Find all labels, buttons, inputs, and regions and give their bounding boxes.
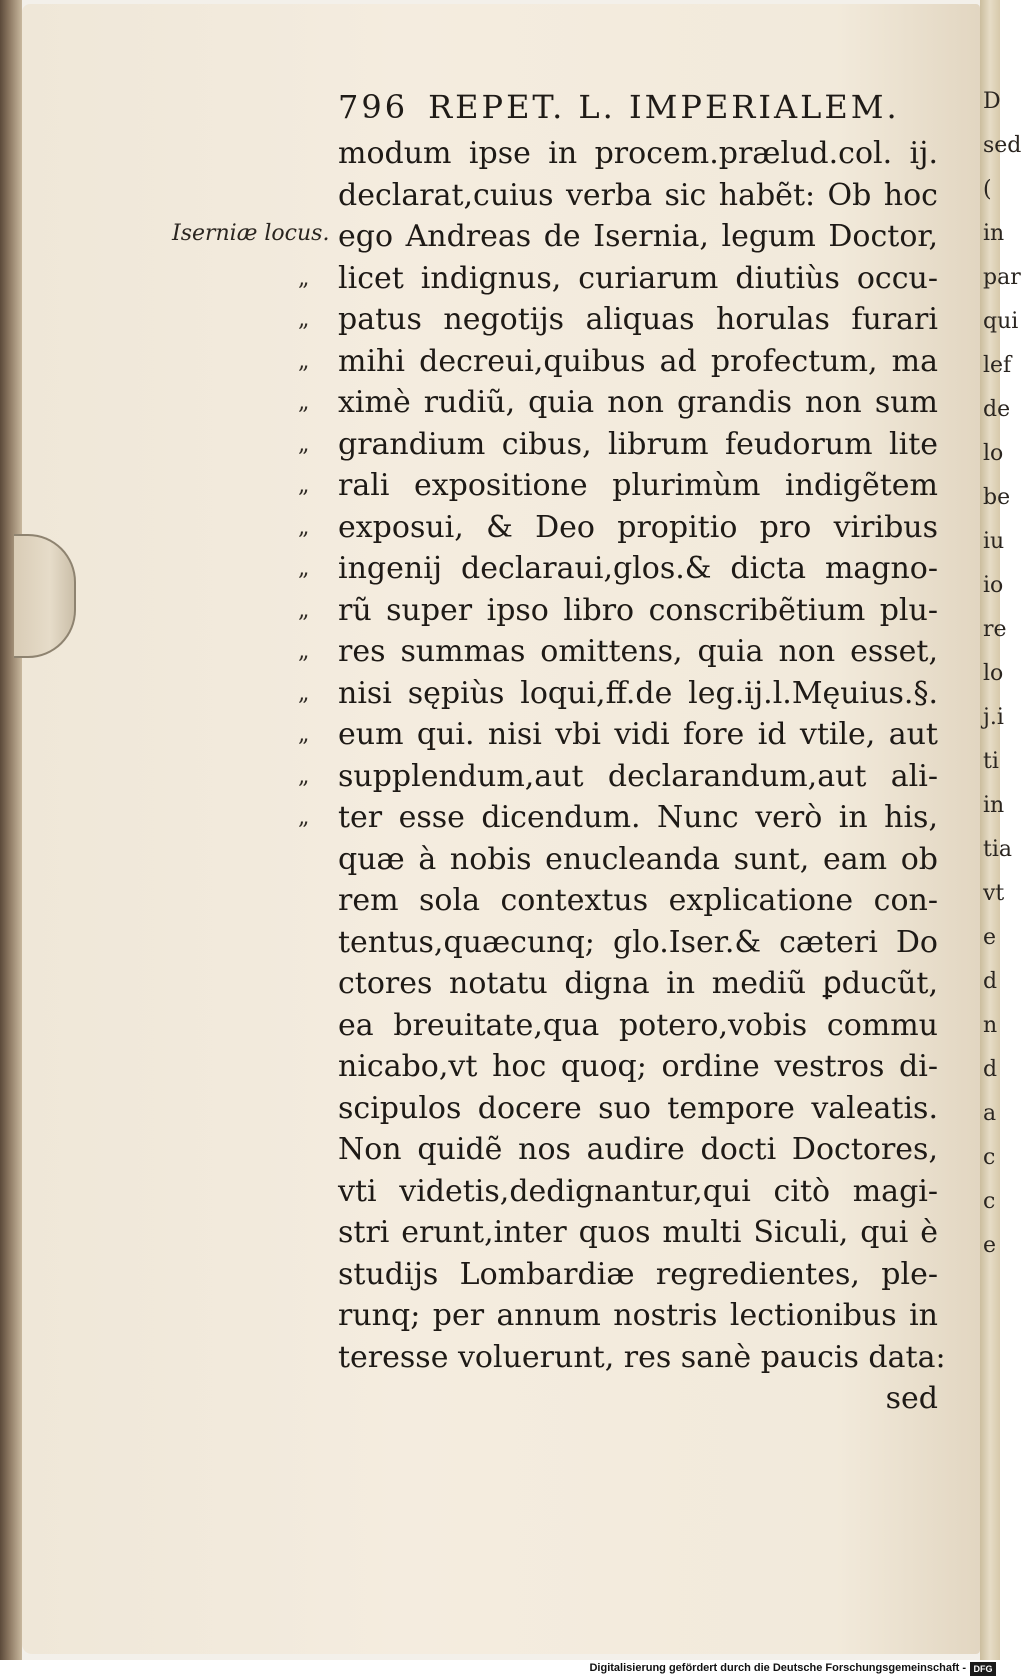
running-header [338, 88, 908, 130]
facing-page-fragment: D [983, 89, 1001, 114]
facing-page-fragment: c [983, 1145, 996, 1170]
quotation-mark: „ [298, 805, 310, 830]
text-line: tentus,quæcunq; glo.Iser.& cæteri Do [338, 924, 938, 960]
facing-page-fragment: re [983, 617, 1007, 642]
quotation-mark: „ [298, 722, 310, 747]
text-line: ego Andreas de Isernia, legum Doctor, [338, 219, 938, 254]
text-line: stri erunt,inter quos multi Siculi, qui è [338, 1215, 938, 1250]
facing-page-fragment: d [983, 969, 998, 994]
facing-page-fragment: qui [983, 309, 1019, 334]
facing-page-fragment: c [983, 1189, 996, 1214]
text-line [298, 382, 938, 424]
facing-page-fragment: lo [983, 441, 1004, 466]
quotation-mark: „ [298, 763, 310, 789]
facing-page-fragment: io [983, 573, 1004, 598]
facing-page-fragment: n [983, 1013, 998, 1038]
facing-page-fragment: ( [983, 177, 992, 202]
text-line [298, 797, 938, 839]
text-line-content: nisi sępiùs loqui,ff.de leg.ij.l.Męuius.§. [338, 675, 938, 711]
facing-page-fragment: lef [983, 353, 1012, 378]
text-line-content: exposui, & Deo propitio pro viribus [338, 509, 938, 545]
catchword: sed [885, 1381, 938, 1416]
facing-page-fragments [983, 80, 1021, 1268]
text-line-content: grandium cibus, librum feudorum lite [338, 426, 938, 462]
text-line-content: mihi decreui,quibus ad profectum, ma [338, 343, 938, 379]
facing-page-fragment: ti [983, 749, 999, 774]
facing-page-fragment: e [983, 925, 997, 950]
quotation-mark: „ [298, 597, 310, 623]
text-line [298, 756, 938, 798]
text-line: runq; per annum nostris lectionibus in [338, 1298, 938, 1333]
text-line: nicabo,vt hoc quoq; ordine vestros di- [338, 1049, 938, 1084]
facing-page-fragment: iu [983, 529, 1005, 554]
quotation-mark: „ [298, 307, 310, 332]
facing-page-fragment: par [983, 265, 1021, 290]
quotation-mark: „ [298, 556, 310, 581]
facing-page-fragment: a [983, 1101, 997, 1126]
text-line-content: ximè rudiũ, quia non grandis non sum [338, 385, 938, 420]
text-line-content: supplendum,aut declarandum,aut ali- [338, 758, 938, 794]
text-line: quæ à nobis enucleanda sunt, eam ob [338, 841, 938, 877]
running-title: REPET. L. IMPERIALEM. [428, 88, 900, 126]
text-line: studijs Lombardiæ regredientes, ple- [338, 1256, 938, 1292]
text-line: Non quidẽ nos audire docti Doctores, [338, 1132, 938, 1167]
quotation-mark: „ [298, 473, 310, 498]
quotation-mark: „ [298, 390, 310, 415]
text-line [298, 424, 938, 466]
margin-note: Iserniæ locus. [172, 221, 330, 246]
book-edge [0, 0, 22, 1660]
text-line [298, 341, 938, 383]
facing-page-fragment: in [983, 221, 1005, 246]
facing-page-fragment: de [983, 397, 1011, 422]
text-line-content: rũ super ipso libro conscribẽtium plu- [338, 592, 938, 628]
digitization-footer [0, 1660, 1000, 1679]
quotation-mark: „ [298, 265, 310, 291]
text-line [298, 258, 938, 300]
facing-page-fragment: be [983, 485, 1011, 510]
text-line: vti videtis,dedignantur,qui citò magi- [338, 1173, 938, 1209]
text-line-content: rali expositione plurimùm indigẽtem [338, 468, 938, 503]
text-line: ctores notatu digna in mediũ ꝑducũt, [338, 966, 938, 1001]
facing-page-fragment: lo [983, 661, 1004, 686]
text-line: modum ipse in procem.prælud.col. ij. [338, 136, 938, 171]
footer-credit: Digitalisierung gefördert durch die Deutsche Forschungsgemeinschaft - [589, 1662, 966, 1674]
facing-page-fragment: in [983, 793, 1005, 818]
text-line [298, 465, 938, 507]
text-line-content: patus negotijs aliquas horulas furari [338, 302, 938, 337]
text-line: ea breuitate,qua potero,vobis commu [338, 1007, 938, 1043]
text-line [298, 631, 938, 673]
facing-page-fragment: tia [983, 837, 1012, 862]
text-line: teresse voluerunt, res sanè paucis data: [338, 1339, 946, 1375]
quotation-mark: „ [298, 680, 310, 706]
text-line-content: res summas omittens, quia non esset, [338, 634, 938, 669]
facing-page-fragment: sed [983, 133, 1021, 158]
quotation-mark: „ [298, 514, 310, 540]
quotation-mark: „ [298, 639, 310, 664]
facing-page-fragment: vt [983, 881, 1005, 906]
text-line [298, 548, 938, 590]
text-line [298, 714, 938, 756]
text-line [298, 673, 938, 715]
main-text-block [298, 133, 946, 1420]
page-number: 796 [338, 88, 409, 126]
text-line-content: eum qui. nisi vbi vidi fore id vtile, aut [338, 717, 938, 752]
quotation-mark: „ [298, 348, 310, 374]
dfg-logo: DFG [970, 1662, 996, 1676]
facing-page-fragment: j.i [983, 705, 1004, 730]
text-line [298, 507, 938, 549]
facing-page-fragment: d [983, 1057, 998, 1082]
text-line: rem sola contextus explicatione con- [338, 883, 938, 918]
facing-page-fragment: e [983, 1233, 997, 1258]
text-line [298, 299, 938, 341]
text-line-content: ingenij declaraui,glos.& dicta magno- [338, 551, 938, 586]
text-line: scipulos docere suo tempore valeatis. [338, 1090, 938, 1126]
quotation-mark: „ [298, 431, 310, 457]
text-line [298, 590, 938, 632]
text-line: declarat,cuius verba sic habẽt: Ob hoc [338, 177, 938, 213]
text-line-content: ter esse dicendum. Nunc verò in his, [338, 800, 938, 835]
text-line-content: licet indignus, curiarum diutiùs occu- [338, 260, 938, 296]
